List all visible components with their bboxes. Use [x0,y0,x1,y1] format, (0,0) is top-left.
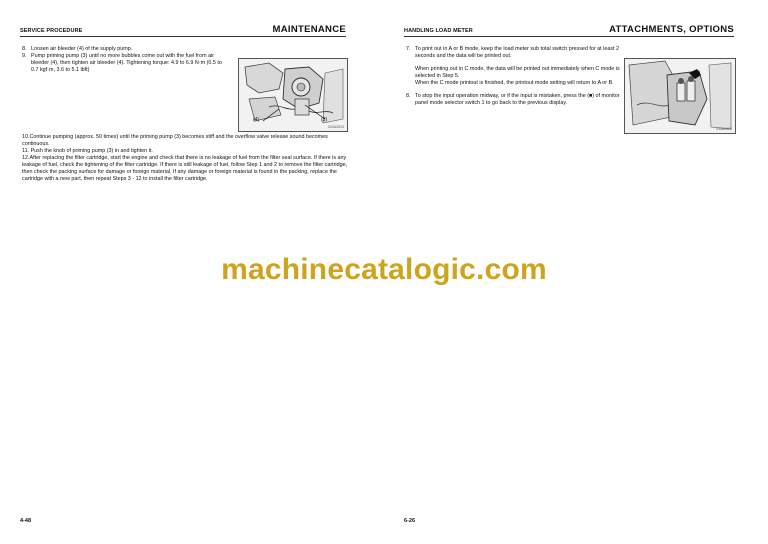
right-page-header [404,22,734,37]
step-11: 11. Push the knob of priming pump (3) in and tighten it. [22,148,153,154]
steps-right [406,46,620,107]
step-8: 8. To stop the input operation midway, or if the input is mistaken, press the (■) of monitor panel mode selector switch 1 to go back to the previous display. [406,93,620,106]
left-page-header [20,22,346,37]
chapter-title: ATTACHMENTS, OPTIONS [609,24,734,35]
step-9: 9. Pump priming pump (3) until no more bubbles come out with the fuel from air bleeder (4), then tighten air bleeder (4). Tightening torque: 4.9 to 6.9 N·m (0.5 to 0.7 kgf·m, 3.6 to 5.1 lbft) [22,53,222,73]
step-7-p1: To print out in A or B mode, keep the load meter sub total switch pressed for at least 2 seconds and the data will be printed out. [415,46,620,59]
callout-4: (4) [253,117,260,123]
page-number: 4-48 [20,518,32,524]
switch-panel-illustration [625,59,735,133]
supply-pump-figure [238,58,348,132]
page-number: 6-26 [404,518,416,524]
step-8: 8. Loosen air bleeder (4) of the supply pump. [22,46,133,52]
steps-top [22,46,230,74]
step-7: 7. To print out in A or B mode, keep the load meter sub total switch pressed for at least 2 seconds and the data will be printed out. When printing out in C mode, the data will be printed out immediately when C mode is selected in Step 5. When the C mode printout is finished, the printout mode setting will return to A or B. [406,46,620,86]
watermark-text: machinecatalogic.com [221,253,547,286]
figure-id: 3J0A3313 [327,125,344,129]
steps-full-width [22,134,348,183]
step-10: 10.Continue pumping (approx. 50 times) until the priming pump (3) becomes stiff and the overflow valve release sound becomes continuous. [22,134,328,147]
callout-3: (3) [321,117,328,123]
section-title: SERVICE PROCEDURE [20,28,83,34]
step-12: 12.After replacing the filter cartridge, start the engine and check that there is no leakage of fuel from the filter seal surface. If there is any leakage of fuel, check the tightening of the filter cartridge. If there is still leakage of fuel, follow Step 1 and 2 to remove the filter cartridge, then check the packing surface for damage or foreign material. If any damage or foreign material is found in the packing, replace the cartridge with a new part, then repeat Steps 3 - 12 to install the filter cartridge. [22,155,348,182]
step-7-p2: When printing out in C mode, the data will be printed out immediately when C mode is selected in Step 5. [415,66,620,79]
switch-panel-figure [624,58,736,134]
step-7-p3: When the C mode printout is finished, the printout mode setting will return to A or B. [415,80,614,86]
chapter-title: MAINTENANCE [272,24,346,35]
figure-id: 3J0A3404 [715,127,732,131]
section-title: HANDLING LOAD METER [404,28,473,34]
